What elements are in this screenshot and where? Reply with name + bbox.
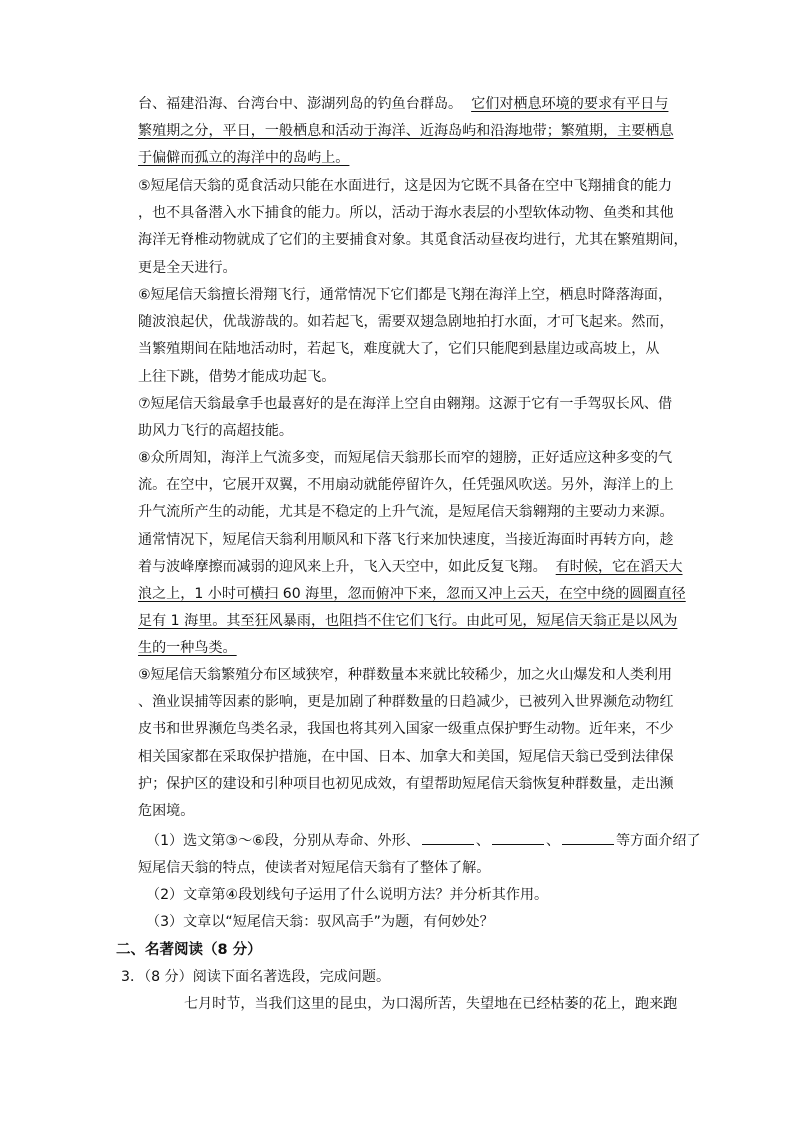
excerpt-text: 七月时节，当我们这里的昆虫，为口渴所苦，失望地在已经枯萎的花上，跑来跑 — [184, 996, 678, 1012]
underlined-line: 于偏僻而孤立的海洋中的岛屿上。 — [138, 150, 350, 167]
text-line: 助风力飞行的高超技能。 — [138, 423, 294, 440]
question-2: （2）文章第④段划线句子运用了什么说明方法？并分析其作用。 — [146, 887, 549, 903]
text-line: ⑦短尾信天翁最拿手也最喜好的是在海洋上空自由翱翔。这源于它有一手驾驭长风、借 — [138, 396, 673, 412]
text-line: 海洋无脊椎动物就成了它们的主要捕食对象。其觅食活动昼夜均进行，尤其在繁殖期间， — [138, 232, 688, 249]
text-line: 上往下跳，借势才能成功起飞。 — [138, 368, 336, 385]
text-line: 护；保护区的建设和引种项目也初见成效，有望帮助短尾信天翁恢复种群数量，走出濒 — [138, 775, 674, 792]
underlined-line: 生的一种鸟类。 — [138, 640, 237, 657]
text-line: 危困境。 — [138, 802, 195, 819]
question-1: （1）选文第③～⑥段，分别从寿命、外形、 、 、 等方面介绍了 — [146, 830, 701, 850]
question-item-3: 3．（8 分）阅读下面名著选段，完成问题。 — [121, 969, 391, 985]
paragraph-6 — [138, 282, 678, 391]
text-line: ⑤短尾信天翁的觅食活动只能在水面进行，这是因为它既不具备在空中飞翔捕食的能力 — [138, 178, 673, 194]
text-line: 皮书和世界濒危鸟类名录，我国也将其列入国家一级重点保护野生动物。近年来，不少 — [138, 721, 674, 738]
paragraph-7 — [138, 391, 678, 445]
answer-blank[interactable] — [422, 830, 474, 845]
paragraph-habitat — [138, 91, 678, 173]
text-line: 流。在空中，它展开双翼，不用扇动就能停留许久，任凭强风吹送。另外，海洋上的上 — [138, 477, 674, 494]
text-line: 相关国家都在采取保护措施，在中国、日本、加拿大和美国，短尾信天翁已受到法律保 — [138, 748, 674, 765]
section-heading: 二、名著阅读（8 分） — [116, 942, 262, 958]
text-line: ⑧众所周知，海洋上气流多变，而短尾信天翁那长而窄的翅膀，正好适应这种多变的气 — [138, 450, 673, 466]
text-line: 随波浪起伏，优哉游哉的。如若起飞，需要双翅急剧地拍打水面，才可飞起来。然而， — [138, 314, 674, 331]
underlined-sentence: 它们对栖息环境的要求有平日与 — [471, 96, 669, 112]
text-line: ，也不具备潜入水下捕食的能力。所以，活动于海水表层的小型软体动物、鱼类和其他 — [138, 205, 674, 222]
question-3: （3）文章以“短尾信天翁：驭风高手”为题，有何妙处？ — [146, 914, 494, 930]
answer-blank[interactable] — [562, 830, 614, 845]
text-line: 更是全天进行。 — [138, 259, 237, 276]
text-line: 、渔业误捕等因素的影响，更是加剧了种群数量的日趋减少，已被列入世界濒危动物红 — [138, 694, 674, 711]
underlined-sentence: 有时候，它在滔天大 — [555, 558, 683, 575]
text-line: 着与波峰摩擦而减弱的迎风来上升，飞入天空中，如此反复飞翔。 有时候，它在滔天大 — [138, 558, 683, 575]
text-line: 升气流所产生的动能，尤其是不稳定的上升气流，是短尾信天翁翱翔的主要动力来源。 — [138, 504, 674, 521]
text-line: 台、福建沿海、台湾台中、澎湖列岛的钓鱼台群岛。 它们对栖息环境的要求有平日与 — [138, 96, 669, 112]
text-line: 当繁殖期间在陆地活动时，若起飞，难度就大了，它们只能爬到悬崖边或高坡上，从 — [138, 341, 660, 358]
underlined-line: 足有 1 海里。其至狂风暴雨，也阻挡不住它们飞行。由此可见，短尾信天翁正是以风为 — [138, 613, 678, 630]
text-line: ⑨短尾信天翁繁殖分布区域狭窄，种群数量本来就比较稀少，加之火山爆发和人类利用 — [138, 667, 673, 683]
text-line: ⑥短尾信天翁擅长滑翔飞行，通常情况下它们都是飞翔在海洋上空，栖息时降落海面， — [138, 287, 673, 303]
underlined-line: 繁殖期之分，平日，一般栖息和活动于海洋、近海岛屿和沿海地带；繁殖期，主要栖息 — [138, 123, 674, 140]
paragraph-9 — [138, 662, 678, 825]
paragraph-8 — [138, 445, 686, 663]
text-line: 通常情况下，短尾信天翁利用顺风和下落飞行来加快速度，当接近海面时再转方向，趁 — [138, 531, 674, 548]
answer-blank[interactable] — [492, 830, 544, 845]
question-1-continued: 短尾信天翁的特点，使读者对短尾信天翁有了整体了解。 — [138, 860, 491, 876]
paragraph-5 — [138, 173, 688, 282]
underlined-line: 浪之上，1 小时可横扫 60 海里，忽而俯冲下来，忽而又冲上云天，在空中绕的圆圈直径 — [138, 585, 686, 602]
